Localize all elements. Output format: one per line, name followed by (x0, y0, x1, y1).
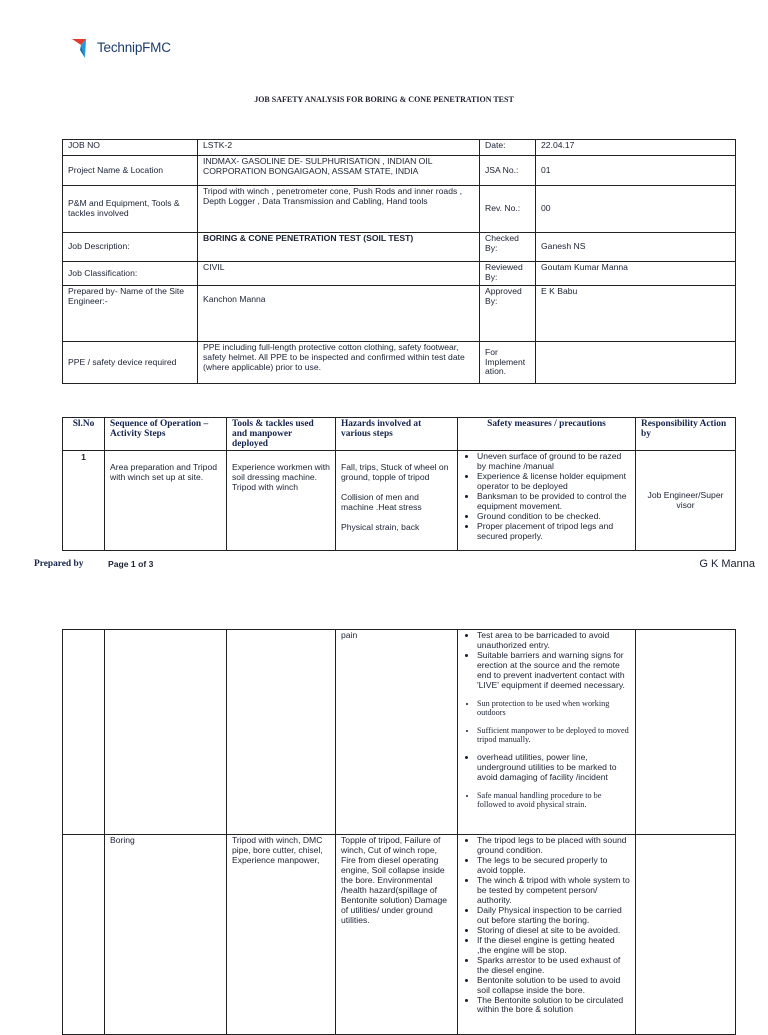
jsa-value: 01 (536, 156, 736, 186)
list-item: • If the diesel engine is getting heated ,the engine will be stop. (477, 936, 630, 956)
jsa-label: JSA No.: (480, 156, 536, 186)
list-item: • Sufficient manpower to be deployed to moved tripod manually. (477, 726, 630, 745)
row1-hazards (336, 451, 458, 551)
activity-header-row (63, 418, 736, 451)
footer-page-number: Page 1 of 3 (108, 559, 154, 569)
job-no-value: LSTK-2 (198, 140, 480, 156)
reviewed-label: Reviewed By: (480, 262, 536, 286)
row1-safety-list (463, 452, 630, 542)
list-item: • Proper placement of tripod legs and secured properly. (477, 522, 630, 542)
logo-text: TechnipFMC (97, 40, 171, 56)
row2-tools: Tripod with winch, DMC pipe, bore cutter, chisel, Experience manpower, (227, 835, 336, 1035)
info-row-job-no (63, 140, 736, 156)
date-label: Date: (480, 140, 536, 156)
list-item: • Sparks arrestor to be used exhaust of the diesel engine. (477, 956, 630, 976)
list-item: • Daily Physical inspection to be carried out before starting the boring. (477, 906, 630, 926)
row2-sequence: Boring (105, 835, 227, 1035)
date-value: 22.04.17 (536, 140, 736, 156)
row1-cont-tools (227, 630, 336, 835)
implement-value (536, 342, 736, 384)
col-tools: Tools & tackles used and manpower deployed (227, 418, 336, 451)
info-row-classification (63, 262, 736, 286)
col-hazards: Hazards involved at various steps (336, 418, 458, 451)
approved-value: E K Babu (536, 286, 736, 342)
row1-hazard-a: Fall, trips, Stuck of wheel on ground, topple of tripod (341, 462, 449, 483)
activity-table (62, 417, 736, 551)
ppe-value: PPE including full-length protective cotton clothing, safety footwear, safety helmet. All PPE to be inspected and confirmed within test date (where applicable) prior to use. (198, 342, 480, 384)
activity-row-1 (63, 451, 736, 551)
list-item: • Safe manual handling procedure to be followed to avoid physical strain. (477, 791, 630, 810)
row1-hazard-c: Physical strain, back (341, 522, 420, 533)
row2-safety-list (463, 836, 630, 1015)
row2-safety (458, 835, 636, 1035)
row1-hazard-b: Collision of men and machine .Heat stress (341, 492, 422, 513)
info-row-equipment (63, 186, 736, 233)
row2-sl-no (63, 835, 105, 1035)
job-no-label: JOB NO (63, 140, 198, 156)
list-item: • The legs to be secured properly to avoid topple. (477, 856, 630, 876)
row1-sl-no: 1 (63, 451, 105, 551)
row1-cont-hazard: pain (336, 630, 458, 835)
row1-cont-safety-list (463, 631, 630, 810)
info-row-prepared (63, 286, 736, 342)
list-item: • The tripod legs to be placed with sound ground condition. (477, 836, 630, 856)
equipment-value: Tripod with winch , penetrometer cone, Push Rods and inner roads , Depth Logger , Data Transmission and Cabling, Hand tools (198, 186, 480, 233)
rev-value: 00 (536, 186, 736, 233)
footer-prepared-by: Prepared by (34, 559, 84, 569)
row1-cont-sequence (105, 630, 227, 835)
project-value: INDMAX- GASOLINE DE- SULPHURISATION , INDIAN OIL CORPORATION BONGAIGAON, ASSAM STATE, INDIA (198, 156, 480, 186)
row1-tools: Experience workmen with soil dressing machine. Tripod with winch (227, 451, 336, 551)
job-description-label: Job Description: (63, 233, 198, 262)
col-safety: Safety measures / precautions (458, 418, 636, 451)
list-item: • Suitable barriers and warning signs for erection at the source and the remote end to prevent inadvertent contact with 'LIVE' equipment if deemed necessary. (477, 651, 630, 691)
prepared-value: Kanchon Manna (198, 286, 480, 342)
job-info-table (62, 139, 736, 384)
activity-row-2 (63, 835, 736, 1035)
list-item: • Ground condition to be checked. (477, 512, 630, 522)
info-row-ppe (63, 342, 736, 384)
row1-safety (458, 451, 636, 551)
classification-label: Job Classification: (63, 262, 198, 286)
info-row-job-description (63, 233, 736, 262)
implement-label: For Implement ation. (480, 342, 536, 384)
col-responsibility: Responsibility Action by (636, 418, 736, 451)
prepared-label: Prepared by- Name of the Site Engineer:- (63, 286, 198, 342)
info-row-project (63, 156, 736, 186)
project-label: Project Name & Location (63, 156, 198, 186)
col-sl-no: Sl.No (63, 418, 105, 451)
footer-preparer-name: G K Manna (699, 558, 755, 570)
list-item: • Banksman to be provided to control the equipment movement. (477, 492, 630, 512)
row1-cont-safety (458, 630, 636, 835)
list-item: • Bentonite solution to be used to avoid soil collapse inside the bore. (477, 976, 630, 996)
row2-responsibility (636, 835, 736, 1035)
classification-value: CIVIL (198, 262, 480, 286)
col-sequence: Sequence of Operation – Activity Steps (105, 418, 227, 451)
list-item: • Sun protection to be used when working outdoors (477, 699, 630, 718)
reviewed-value: Goutam Kumar Manna (536, 262, 736, 286)
list-item: • The Bentonite solution to be circulated within the bore & solution (477, 996, 630, 1016)
rev-label: Rev. No.: (480, 186, 536, 233)
job-description-value: BORING & CONE PENETRATION TEST (SOIL TEST) (198, 233, 480, 262)
technipfmc-logo-icon (72, 36, 94, 60)
equipment-label: P&M and Equipment, Tools & tackles involved (63, 186, 198, 233)
list-item: • overhead utilities, power line, underground utilities to be marked to avoid damaging of facility /incident (477, 753, 630, 783)
list-item: • The winch & tripod with whole system to be tested by competent person/ authority. (477, 876, 630, 906)
row1-cont-responsibility (636, 630, 736, 835)
document-title: JOB SAFETY ANALYSIS FOR BORING & CONE PENETRATION TEST (254, 95, 514, 104)
list-item: • Storing of diesel at site to be avoided. (477, 926, 630, 936)
activity-row-1-continued (63, 630, 736, 835)
list-item: • Experience & license holder equipment operator to be deployed (477, 472, 630, 492)
company-logo (72, 36, 171, 60)
checked-label: Checked By: (480, 233, 536, 262)
row1-cont-sl-no (63, 630, 105, 835)
list-item: • Test area to be barricaded to avoid unauthorized entry. (477, 631, 630, 651)
row1-sequence: Area preparation and Tripod with winch set up at site. (105, 451, 227, 551)
activity-table-page-2 (62, 629, 736, 1035)
row1-responsibility: Job Engineer/Super visor (636, 451, 736, 551)
approved-label: Approved By: (480, 286, 536, 342)
ppe-label: PPE / safety device required (63, 342, 198, 384)
checked-value: Ganesh NS (536, 233, 736, 262)
list-item: • Uneven surface of ground to be razed by machine /manual (477, 452, 630, 472)
row2-hazards: Topple of tripod, Failure of winch, Cut of winch rope, Fire from diesel operating engine, Soil collapse inside the bore. Environmental /health hazard(spillage of Bentonite solution) Damage of utilities/ under ground utilities. (336, 835, 458, 1035)
